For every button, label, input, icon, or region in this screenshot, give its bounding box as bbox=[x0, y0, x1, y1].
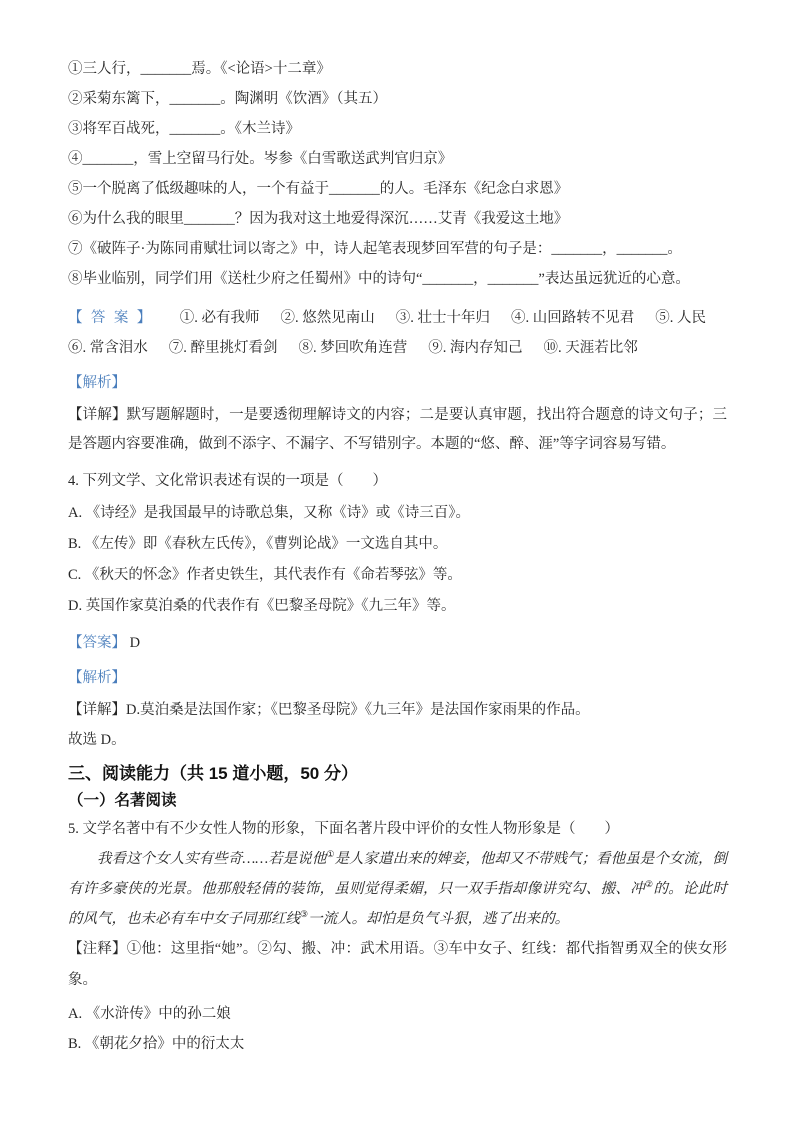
dictation-question-line: ②采菊东篱下，_______。陶渊明《饮酒》（其五） bbox=[68, 91, 387, 107]
q5-option: B. 《朝花夕拾》中的衍太太 bbox=[68, 1036, 245, 1052]
q4-option-line: A. 《诗经》是我国最早的诗歌总集，又称《诗》或《诗三百》。 bbox=[68, 505, 470, 521]
dictation-question-line: ④_______，雪上空留马行处。岑参《白雪歌送武判官归京》 bbox=[68, 151, 453, 167]
analysis-label: 【解析】 bbox=[68, 375, 126, 391]
q4-answer-value: D bbox=[129, 635, 141, 651]
q5-option-list bbox=[68, 999, 727, 1059]
q3-analysis-detail: 【详解】默写题解题时，一是要透彻理解诗文的内容；二是要认真审题，找出符合题意的诗文句子；三是答题内容要准确，做到不添字、不漏字、不写错别字。本题的“悠、醉、涯”等字词容易写错。 bbox=[68, 407, 727, 452]
answer-item: ⑦. 醉里挑灯看剑 bbox=[168, 340, 278, 356]
dictation-question-line: ⑧毕业临别，同学们用《送杜少府之任蜀州》中的诗句“_______，_______”表达虽远犹近的心意。 bbox=[68, 271, 690, 287]
answer-item: ④. 山回路转不见君 bbox=[511, 310, 635, 326]
q3-answer-row bbox=[68, 303, 727, 363]
answer-label: 【答案】 bbox=[68, 635, 126, 651]
dictation-question-line: ①三人行，_______焉。《<论语>十二章》 bbox=[68, 61, 331, 77]
q5-stem: 5. 文学名著中有不少女性人物的形象，下面名著片段中评价的女性人物形象是（ ） bbox=[68, 821, 619, 837]
q4-option-list bbox=[68, 498, 727, 622]
answer-item: ⑥. 常含泪水 bbox=[68, 340, 148, 356]
section-subheading: （一）名著阅读 bbox=[68, 792, 177, 809]
q4-conclusion: 故选 D。 bbox=[68, 732, 126, 748]
answer-item: ③. 壮士十年归 bbox=[395, 310, 490, 326]
q5-passage: 我看这个女人实有些奇……若是说他①是人家遣出来的婢妾，他却又不带贱气；看他虽是个女流，倒有许多豪侠的光景。他那般轻倩的装饰，虽则觉得柔媚，只一双手指却像讲究勾、搬、冲②的。论此时的风气，也未必有车中女子同那红线③一流人。却怕是负气斗狠，逃了出来的。 bbox=[68, 849, 728, 927]
q4-option-line: D. 英国作家莫泊桑的代表作有《巴黎圣母院》《九三年》等。 bbox=[68, 598, 456, 614]
q5-option: A. 《水浒传》中的孙二娘 bbox=[68, 1006, 231, 1022]
analysis-label: 【解析】 bbox=[68, 670, 126, 686]
q4-answer-row bbox=[68, 628, 727, 658]
q4-option-line: C. 《秋天的怀念》作者史铁生，其代表作有《命若琴弦》等。 bbox=[68, 567, 462, 583]
q4-option-line: B. 《左传》即《春秋左氏传》，《曹刿论战》一文选自其中。 bbox=[68, 536, 448, 552]
q3-answer-items bbox=[68, 310, 727, 356]
answer-item: ⑤. 人民 bbox=[655, 310, 706, 326]
q5-note: 【注释】①他：这里指“她”。②勾、搬、冲：武术用语。③车中女子、红线：都代指智勇双全的侠女形象。 bbox=[68, 941, 727, 988]
answer-item: ②. 悠然见南山 bbox=[280, 310, 375, 326]
answer-label: 【答案】 bbox=[68, 310, 160, 326]
dictation-question-line: ⑥为什么我的眼里_______？因为我对这土地爱得深沉……艾青《我爱这土地》 bbox=[68, 211, 569, 227]
dictation-question-line: ⑤一个脱离了低级趣味的人，一个有益于_______的人。毛泽东《纪念白求恩》 bbox=[68, 181, 569, 197]
q3-analysis-label bbox=[68, 368, 727, 398]
dictation-question-list bbox=[68, 54, 727, 294]
answer-item: ①. 必有我师 bbox=[179, 310, 260, 326]
q4-analysis-label bbox=[68, 663, 727, 693]
dictation-question-line: ③将军百战死，_______。《木兰诗》 bbox=[68, 121, 300, 137]
answer-item: ⑩. 天涯若比邻 bbox=[543, 340, 638, 356]
dictation-question-line: ⑦《破阵子·为陈同甫赋壮词以寄之》中，诗人起笔表现梦回军营的句子是：_______，_______。 bbox=[68, 241, 682, 257]
q4-stem: 4. 下列文学、文化常识表述有误的一项是（ ） bbox=[68, 473, 387, 489]
answer-item: ⑨. 海内存知己 bbox=[428, 340, 523, 356]
q4-analysis-detail: 【详解】D.莫泊桑是法国作家；《巴黎圣母院》《九三年》是法国作家雨果的作品。 bbox=[68, 702, 590, 718]
section-heading: 三、阅读能力（共 15 道小题，50 分） bbox=[68, 764, 358, 783]
answer-item: ⑧. 梦回吹角连营 bbox=[298, 340, 408, 356]
